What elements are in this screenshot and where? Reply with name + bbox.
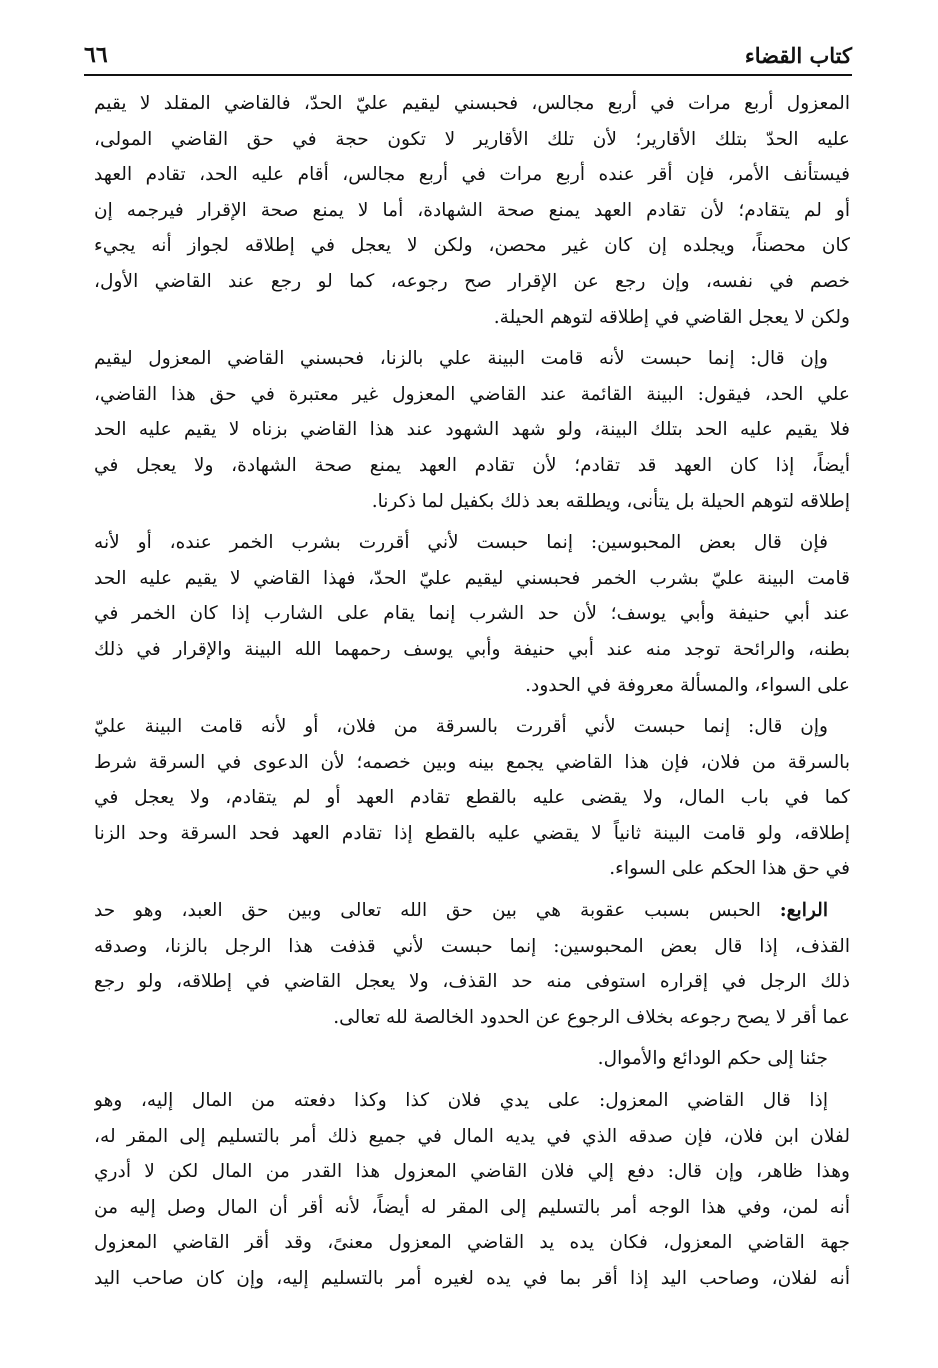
text-line [94,893,850,929]
paragraph [94,709,850,887]
paragraph [94,525,850,703]
paragraph [94,86,850,335]
text-line: إطلاقه، ولو قامت البينة ثانياً لا يقضي عليه بالقطع إذا تقادم العهد فحد السرقة وحد الزنا [94,822,850,844]
text-line: ولكن لا يعجل القاضي في إطلاقه لتوهم الحيلة. [493,306,850,328]
text-line: فإن قال بعض المحبوسين: إنما حبست لأني أقررت بشرب الخمر عنده، أو لأنه [94,532,828,554]
page-number: ٦٦ [84,42,108,68]
text-line: عليه الحدّ بتلك الأقارير؛ لأن تلك الأقارير لا تكون حجة في حق القاضي المولى، [94,128,850,150]
text-line: عما أقر لا يصح رجوعه بخلاف الرجوع عن الحدود الخالصة لله تعالى. [333,1006,850,1028]
text-line: كما في باب المال، ولا يقضى عليه بالقطع تقادم العهد أو لم يتقادم، ولا يعجل في [94,787,850,809]
header-divider [84,74,852,76]
text-line: أيضاً، إذا كان العهد قد تقادم؛ لأن تقادم العهد يمنع صحة الشهادة، ولا يعجل في [94,454,850,476]
text-line: أنه لفلان، وصاحب اليد إذا أقر بما في يده لغيره أمر بالتسليم إليه، وإن كان صاحب اليد [94,1268,850,1289]
text-line: أنه لمن، وفي هذا الوجه أمر بالتسليم إلى المقر له أيضاً، لأنه أقر أن المال وصل إليه من [94,1196,850,1218]
paragraph [94,1083,850,1297]
text-line: علي الحد، فيقول: البينة القائمة عند القاضي المعزول غير معتبرة في حق هذا القاضي، [94,383,850,405]
text-line: لفلان ابن فلان، فإن صدقه الذي في يديه المال في جميع ذلك أمر بالتسليم إلى المقر له، [94,1125,850,1147]
text-line: بالسرقة من فلان، فإن هذا القاضي يجمع بينه وبين خصمه؛ لأن الدعوى في السرقة شرط [94,751,850,773]
text-line: وإن قال: إنما حبست لأني أقررت بالسرقة من فلان، أو لأنه قامت البينة عليّ [94,716,828,738]
text-line: إطلاقه لتوهم الحيلة بل يتأنى، ويطلقه بعد ذلك بكفيل لما ذكرنا. [371,490,850,512]
text-line: وهذا ظاهر، وإن قال: دفع إلي فلان القاضي المعزول هذا القدر من المال لكن لا أدري [94,1161,850,1183]
paragraph [94,1041,850,1077]
text-line: قامت البينة عليّ بشرب الخمر فحبسني ليقيم عليّ الحدّ، فهذا القاضي لا يقيم عليه الحد [94,567,850,589]
paragraph-lead: الرابع: [779,900,828,922]
body-text [94,86,850,1303]
text-line: المعزول أربع مرات في أربع مجالس، فحبسني ليقيم عليّ الحدّ، فالقاضي المقلد لا يقيم [94,93,850,114]
text-line: كان محصناً، ويجلده إن كان غير محصن، ولكن لا يعجل في إطلاقه لجواز أنه يجيء [94,235,850,257]
text-line: على السواء، والمسألة معروفة في الحدود. [525,674,850,696]
text-line: ذلك الرجل في إقراره استوفى منه حد القذف، ولا يعجل القاضي في إطلاقه، ولو رجع [94,971,850,993]
text-line: وإن قال: إنما حبست لأنه قامت البينة علي بالزنا، فحبسني القاضي المعزول ليقيم [94,348,828,370]
text-line: خصم في نفسه، وإن رجع عن الإقرار صح رجوعه، كما لو رجع عند القاضي الأول، [94,270,850,292]
text-line: في حق هذا الحكم على السواء. [609,858,850,880]
running-header [84,34,852,68]
paragraph [94,341,850,519]
text-line-rest: الحبس بسبب عقوبة هي بين حق الله تعالى وبين حق العبد، وهو حد [94,900,780,922]
book-title: كتاب القضاء [744,43,852,68]
text-line: القذف، إذا قال بعض المحبوسين: إنما حبست لأني قذفت هذا الرجل بالزنا، وصدقه [94,935,850,957]
text-line: فلا يقيم عليه الحد بتلك البينة، ولو شهد الشهود عند هذا القاضي بزناه لا يقيم عليه الحد [94,419,850,441]
text-line: إذا قال القاضي المعزول: على يدي فلان كذا وكذا دفعته من المال إليه، وهو [94,1090,828,1112]
text-line: جهة القاضي المعزول، فكان يده يد القاضي المعزول معنىً، وقد أقر القاضي المعزول [94,1232,850,1254]
paragraph [94,893,850,1035]
text-line: أو لم يتقادم؛ لأن تقادم العهد يمنع صحة الشهادة، أما لا يمنع صحة الإقرار فيرجمه إن [94,199,850,221]
text-line: فيستأنف الأمر، فإن أقر عنده أربع مرات في أربع مجالس، أقام عليه الحد، تقادم العهد [94,164,850,186]
text-line: عند أبي حنيفة وأبي يوسف؛ لأن حد الشرب إنما يقام على الشارب إذا كان الخمر في [94,603,850,625]
text-line: جئنا إلى حكم الودائع والأموال. [597,1048,828,1070]
text-line: بطنه، والرائحة توجد منه عند أبي حنيفة وأبي يوسف رحمهما الله البينة والإقرار في ذلك [94,638,850,660]
